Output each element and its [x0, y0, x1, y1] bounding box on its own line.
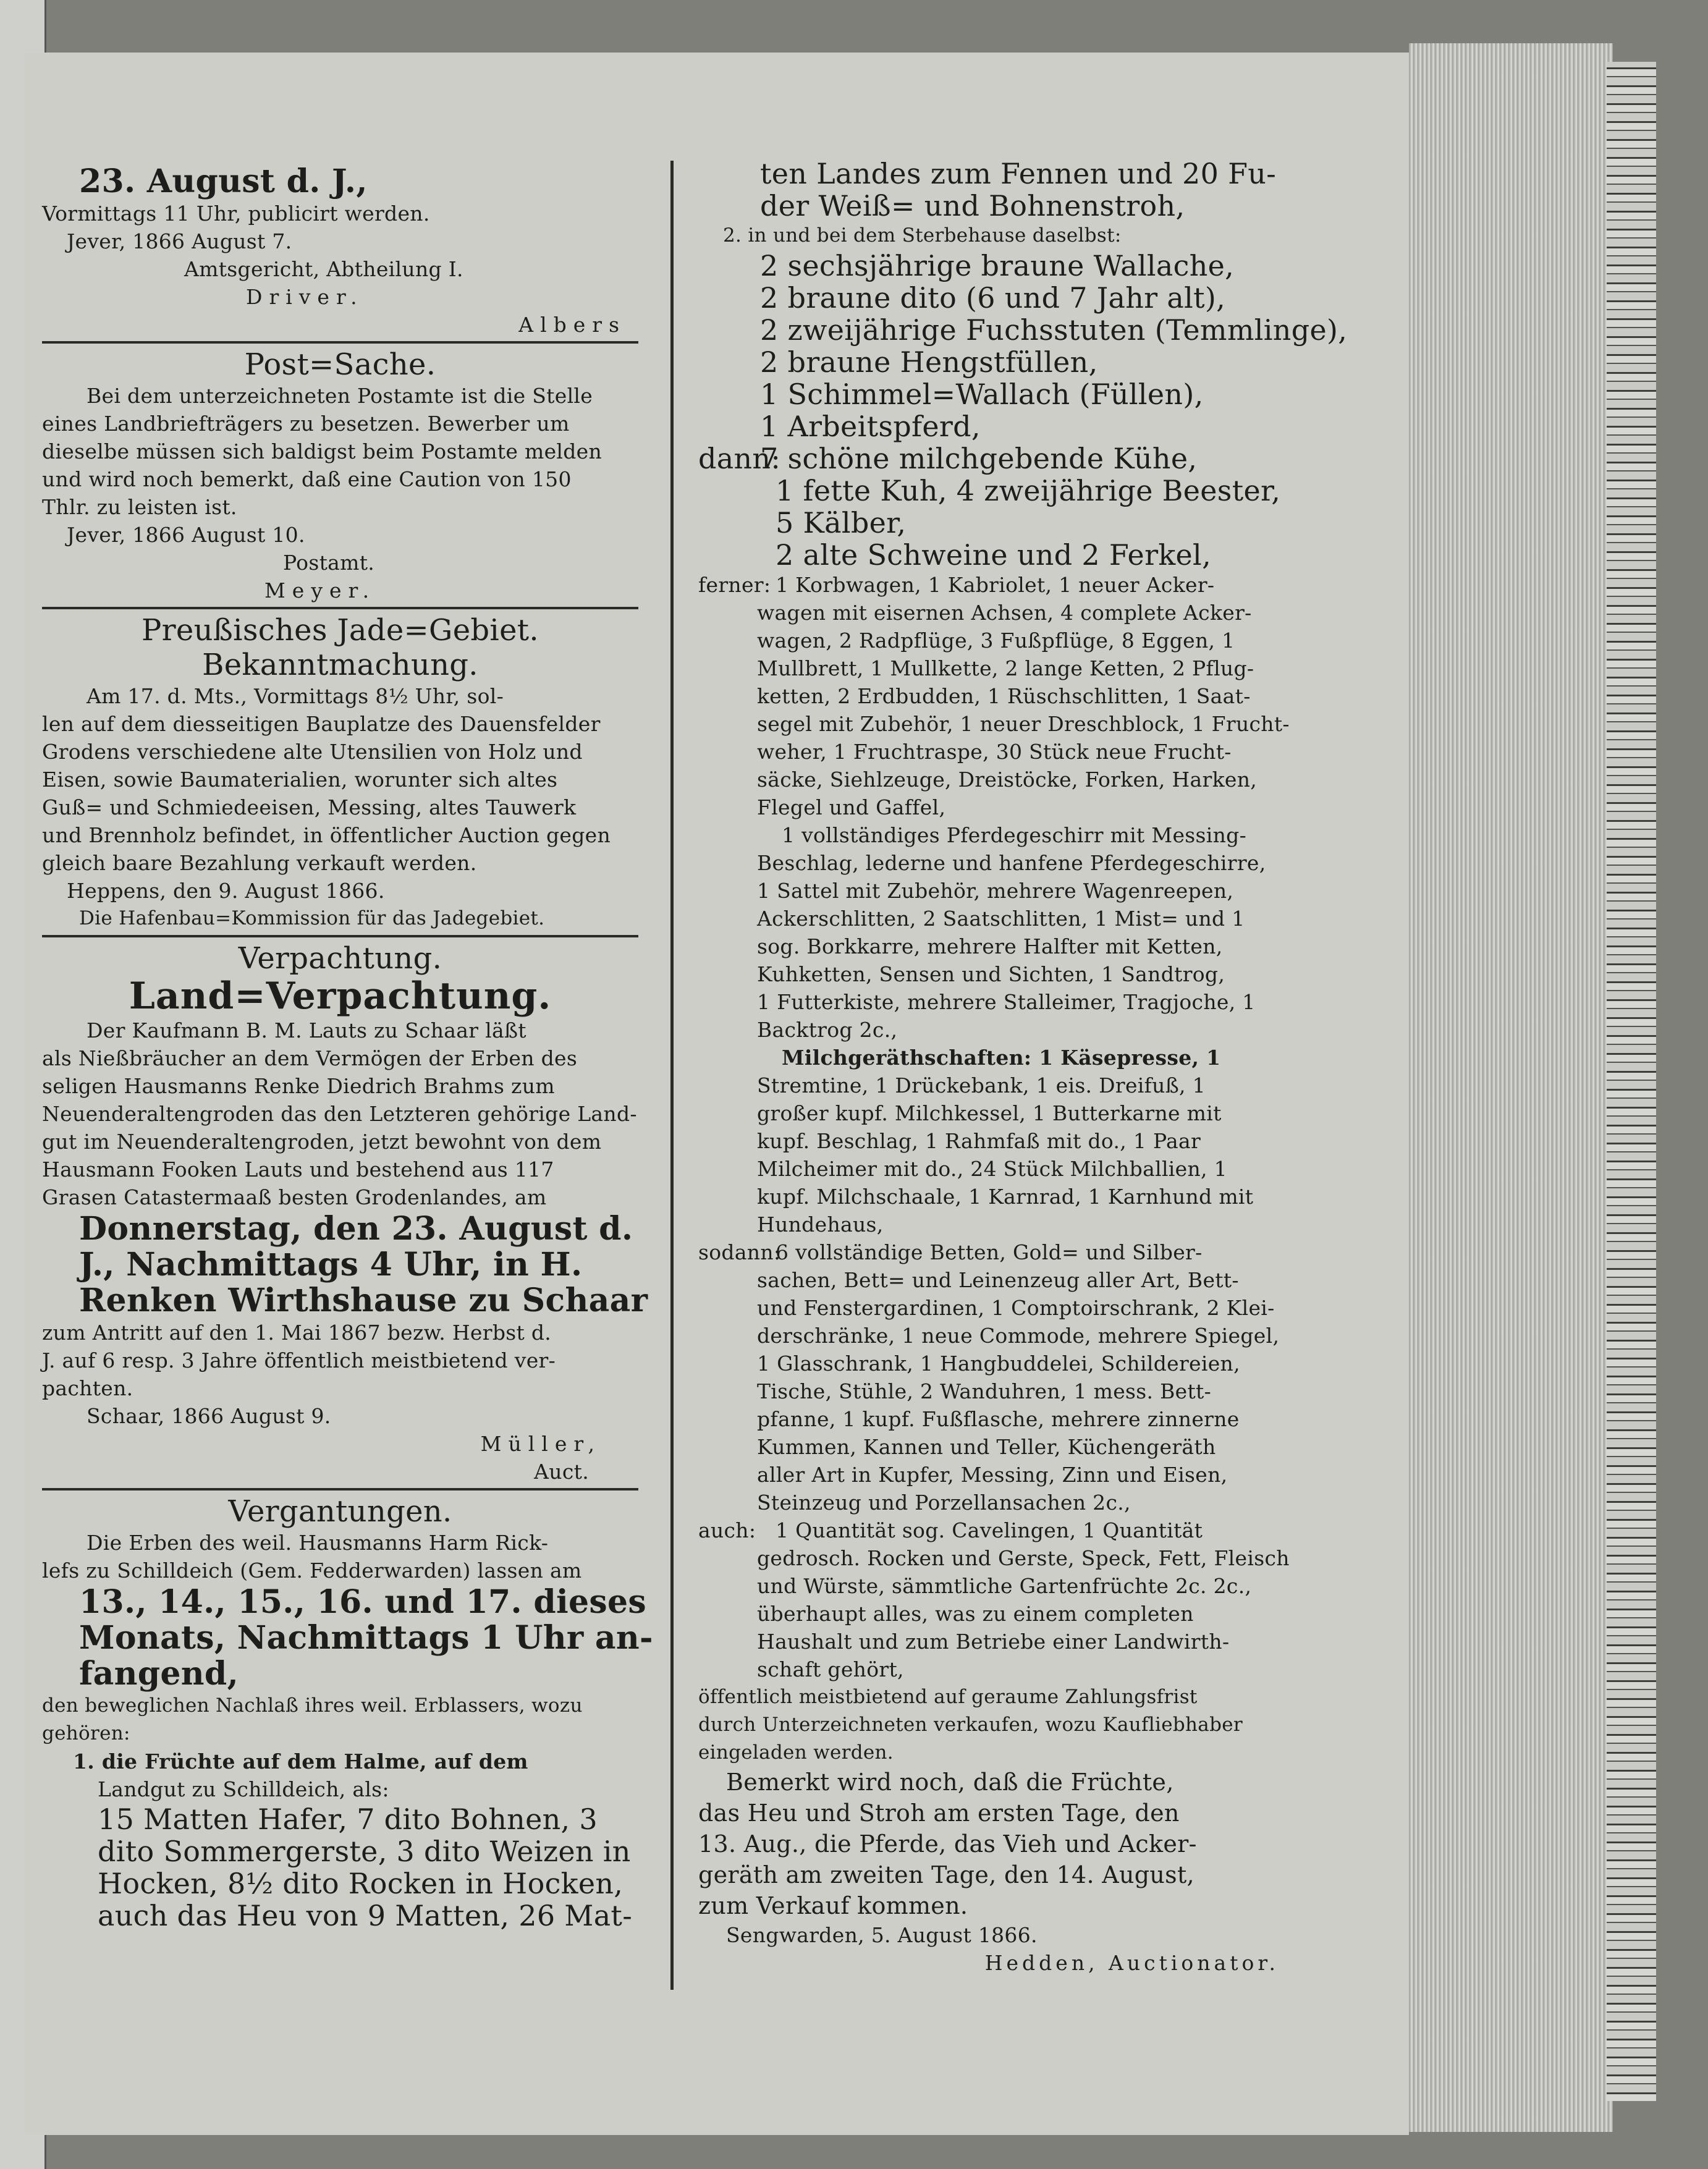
ferner-line: Flegel und Gaffel, — [757, 795, 946, 819]
verpachtung-subtitle: Land=Verpachtung. — [129, 975, 552, 1018]
animal-item: 1 Arbeitspferd, — [760, 410, 981, 443]
vergantungen-item-line: Hocken, 8½ dito Rocken in Hocken, — [98, 1867, 624, 1900]
sodann-line: aller Art in Kupfer, Messing, Zinn und Eisen, — [757, 1463, 1228, 1487]
ferner-line: Milcheimer mit do., 24 Stück Milchballien, 1 — [757, 1157, 1227, 1181]
vergantungen-date-line: Monats, Nachmittags 1 Uhr an- — [79, 1619, 653, 1657]
post-line: Bei dem unterzeichneten Postamte ist die Stelle — [87, 384, 593, 408]
ferner-line: Ackerschlitten, 2 Saatschlitten, 1 Mist= und 1 — [757, 907, 1245, 931]
sodann-line: sachen, Bett= und Leinenzeug aller Art, Bett- — [757, 1268, 1239, 1292]
ferner-line: segel mit Zubehör, 1 neuer Dreschblock, 1 Frucht- — [757, 712, 1290, 736]
section-rule — [42, 607, 638, 609]
vergantungen-line: lefs zu Schilldeich (Gem. Fedderwarden) lassen am — [42, 1558, 582, 1583]
ferner-line: wagen, 2 Radpflüge, 3 Fußpflüge, 8 Eggen, 1 — [757, 628, 1235, 653]
sodann-label: sodann: — [698, 1240, 781, 1264]
ferner-line: sog. Borkkarre, mehrere Halfter mit Ketten, — [757, 934, 1223, 958]
ferner-line: 1 Futterkiste, mehrere Stalleimer, Tragjoche, 1 — [757, 990, 1256, 1014]
sodann-text: 6 vollständige Betten, Gold= und Silber- — [776, 1240, 1203, 1264]
ferner-line: wagen mit eisernen Achsen, 4 complete Acker- — [757, 601, 1252, 625]
verpachtung-line: J. auf 6 resp. 3 Jahre öffentlich meistbietend ver- — [42, 1348, 556, 1372]
vergantungen-line: Die Erben des weil. Hausmanns Harm Rick- — [87, 1531, 549, 1555]
auctioneer-signature: Hedden, Auctionator. — [984, 1951, 1279, 1975]
note-line: geräth am zweiten Tage, den 14. August, — [698, 1861, 1194, 1888]
verpachtung-title: Verpachtung. — [238, 941, 442, 976]
dann-item: 5 Kälber, — [776, 506, 907, 539]
vergantungen-line: Landgut zu Schilldeich, als: — [98, 1777, 389, 1801]
note-line: zum Verkauf kommen. — [698, 1892, 968, 1919]
post-line: dieselbe müssen sich baldigst beim Postamte melden — [42, 439, 602, 463]
ferner-text: 1 Korbwagen, 1 Kabriolet, 1 neuer Acker- — [776, 573, 1215, 597]
closing-line: durch Unterzeichneten verkaufen, wozu Kaufliebhaber — [698, 1714, 1243, 1736]
jade-subtitle: Bekanntmachung. — [202, 648, 478, 682]
notice-vergantungen — [42, 1494, 653, 1932]
verpachtung-signature-title: Auct. — [534, 1460, 589, 1484]
left-column — [42, 163, 653, 1932]
sodann-line: pfanne, 1 kupf. Fußflasche, mehrere zinnerne — [757, 1407, 1240, 1431]
notice-line: Jever, 1866 August 7. — [67, 229, 292, 253]
post-line: Postamt. — [283, 551, 375, 575]
verpachtung-line: Hausmann Fooken Lauts und bestehend aus 117 — [42, 1157, 554, 1182]
jade-line: Grodens verschiedene alte Utensilien von Holz und — [42, 740, 583, 764]
jade-line: Eisen, sowie Baumaterialien, worunter sich altes — [42, 767, 558, 792]
notice-signature: Albers — [518, 313, 626, 337]
ferner-line: 1 vollständiges Pferdegeschirr mit Messing- — [782, 823, 1247, 847]
vergantungen-date-line: 13., 14., 15., 16. und 17. dieses — [79, 1583, 646, 1621]
section-rule — [42, 935, 638, 937]
auch-line: und Würste, sämmtliche Gartenfrüchte 2c. 2c., — [757, 1574, 1252, 1598]
post-signature: Meyer. — [264, 578, 376, 602]
jade-signature: Die Hafenbau=Kommission für das Jadegebiet. — [79, 907, 545, 929]
verpachtung-date-line: Renken Wirthshause zu Schaar — [79, 1282, 648, 1319]
post-line: Jever, 1866 August 10. — [67, 523, 305, 547]
ferner-line: Kuhketten, Sensen und Sichten, 1 Sandtrog, — [757, 962, 1225, 986]
vergantungen-title: Vergantungen. — [228, 1494, 452, 1529]
auch-line: Haushalt und zum Betriebe einer Landwirth- — [757, 1630, 1230, 1654]
closing-line: öffentlich meistbietend auf geraume Zahlungsfrist — [698, 1686, 1198, 1708]
auch-label: auch: — [698, 1518, 756, 1542]
notice-line: Vormittags 11 Uhr, publicirt werden. — [42, 201, 430, 226]
verpachtung-line: zum Antritt auf den 1. Mai 1867 bezw. Herbst d. — [42, 1321, 552, 1345]
section-rule — [42, 1488, 638, 1490]
jade-line: Am 17. d. Mts., Vormittags 8½ Uhr, sol- — [87, 684, 504, 708]
ferner-line: ketten, 2 Erdbudden, 1 Rüschschlitten, 1 Saat- — [757, 684, 1251, 708]
ferner-line: weher, 1 Fruchtraspe, 30 Stück neue Frucht- — [757, 740, 1232, 764]
verpachtung-line: Grasen Catastermaaß besten Grodenlandes, am — [42, 1185, 547, 1209]
ferner-line: kupf. Milchschaale, 1 Karnrad, 1 Karnhund mit — [757, 1185, 1254, 1209]
point-two-line: 2. in und bei dem Sterbehause daselbst: — [723, 224, 1122, 247]
verpachtung-line: seligen Hausmanns Renke Diedrich Brahms zum — [42, 1074, 555, 1098]
verpachtung-date-line: J., Nachmittags 4 Uhr, in H. — [79, 1246, 583, 1283]
jade-line: Guß= und Schmiedeeisen, Messing, altes Tauwerk — [42, 795, 577, 819]
ferner-line: Beschlag, lederne und hanfene Pferdegeschirre, — [757, 851, 1266, 875]
ferner-line: Hundehaus, — [757, 1212, 884, 1237]
sodann-line: und Fenstergardinen, 1 Comptoirschrank, 2 Klei- — [757, 1296, 1275, 1320]
auch-line: gedrosch. Rocken und Gerste, Speck, Fett, Fleisch — [757, 1546, 1290, 1570]
note-line: das Heu und Stroh am ersten Tage, den — [698, 1799, 1180, 1827]
notice-signature: Driver. — [246, 285, 364, 309]
section-rule — [42, 341, 638, 344]
vergantungen-line: den beweglichen Nachlaß ihres weil. Erblassers, wozu — [42, 1694, 583, 1717]
dann-item — [698, 442, 1316, 475]
sodann-line: Tische, Stühle, 2 Wanduhren, 1 mess. Bett- — [757, 1379, 1212, 1403]
ferner-line: Stremtine, 1 Drückebank, 1 eis. Dreifuß, 1 — [757, 1073, 1206, 1097]
auch-text: 1 Quantität sog. Cavelingen, 1 Quantität — [776, 1518, 1203, 1542]
jade-line: und Brennholz befindet, in öffentlicher Auction gegen — [42, 823, 611, 847]
animal-item: 2 zweijährige Fuchsstuten (Temmlinge), — [760, 313, 1348, 347]
crop-item-line: ten Landes zum Fennen und 20 Fu- — [760, 157, 1277, 190]
verpachtung-line: gut im Neuenderaltengroden, jetzt bewohnt von dem — [42, 1130, 602, 1154]
book-page-edges — [1409, 43, 1613, 2132]
ferner-line: kupf. Beschlag, 1 Rahmfaß mit do., 1 Paar — [757, 1129, 1201, 1153]
ferner-line: großer kupf. Milchkessel, 1 Butterkarne mit — [757, 1101, 1222, 1125]
note-line: 13. Aug., die Pferde, das Vieh und Acker- — [698, 1830, 1197, 1858]
ferner-label: ferner: — [698, 573, 771, 597]
notice-line: Amtsgericht, Abtheilung I. — [184, 257, 463, 281]
jade-line: gleich baare Bezahlung verkauft werden. — [42, 851, 477, 875]
ferner-line: 1 Sattel mit Zubehör, mehrere Wagenreepen, — [757, 879, 1234, 903]
auch-line: schaft gehört, — [757, 1657, 904, 1681]
ferner-line: Mullbrett, 1 Mullkette, 2 lange Ketten, 2 Pflug- — [757, 656, 1254, 680]
animal-item: 1 Schimmel=Wallach (Füllen), — [760, 378, 1204, 411]
milk-equipment-line: Milchgeräthschaften: 1 Käsepresse, 1 — [782, 1046, 1221, 1070]
sodann-line: Steinzeug und Porzellansachen 2c., — [757, 1490, 1131, 1515]
notice-jade — [42, 613, 638, 932]
verpachtung-line: Neuenderaltengroden das den Letzteren gehörige Land- — [42, 1102, 637, 1126]
jade-line: len auf dem diesseitigen Bauplatze des Dauensfelder — [42, 712, 601, 736]
animal-item: 2 braune Hengstfüllen, — [760, 345, 1098, 379]
jade-title: Preußisches Jade=Gebiet. — [142, 613, 539, 648]
jade-line: Heppens, den 9. August 1866. — [67, 879, 385, 903]
vergantungen-item-line: dito Sommergerste, 3 dito Weizen in — [98, 1835, 631, 1868]
notice-post — [42, 347, 638, 604]
verpachtung-line: als Nießbräucher an dem Vermögen der Erben des — [42, 1046, 578, 1070]
sodann-line: Kummen, Kannen und Teller, Küchengeräth — [757, 1435, 1216, 1459]
verpachtung-line: Der Kaufmann B. M. Lauts zu Schaar läßt — [87, 1018, 526, 1042]
animal-item: 2 braune dito (6 und 7 Jahr alt), — [760, 281, 1226, 315]
post-line: eines Landbriefträgers zu besetzen. Bewerber um — [42, 412, 570, 436]
right-column — [698, 157, 1348, 1977]
notice-amtsgericht — [42, 164, 638, 339]
crop-item-line: der Weiß= und Bohnenstroh, — [760, 189, 1185, 222]
place-date: Sengwarden, 5. August 1866. — [726, 1923, 1038, 1947]
auch-line: überhaupt alles, was zu einem completen — [757, 1602, 1194, 1626]
ferner-line: säcke, Siehlzeuge, Dreistöcke, Forken, Harken, — [757, 767, 1258, 792]
verpachtung-date-line: Donnerstag, den 23. August d. — [79, 1210, 633, 1248]
verpachtung-signature: Müller, — [480, 1432, 601, 1456]
vergantungen-line: gehören: — [42, 1722, 130, 1744]
sodann-line — [698, 1238, 1316, 1266]
ferner-line: Backtrog 2c., — [757, 1018, 898, 1042]
dann-item: 2 alte Schweine und 2 Ferkel, — [776, 538, 1211, 572]
verpachtung-line: Schaar, 1866 August 9. — [87, 1404, 331, 1428]
post-line: Thlr. zu leisten ist. — [42, 495, 237, 519]
dann-item: 1 fette Kuh, 4 zweijährige Beester, — [776, 474, 1281, 507]
sodann-line: derschränke, 1 neue Commode, mehrere Spiegel, — [757, 1324, 1280, 1348]
vergantungen-item-line: auch das Heu von 9 Matten, 26 Mat- — [98, 1899, 633, 1932]
notice-date-heading: 23. August d. J., — [79, 163, 368, 200]
verpachtung-line: pachten. — [42, 1376, 133, 1400]
vergantungen-line: 1. die Früchte auf dem Halme, auf dem — [73, 1749, 528, 1774]
column-divider — [670, 161, 674, 1990]
post-title: Post=Sache. — [244, 347, 436, 382]
book-edge-speckles — [1607, 62, 1656, 2101]
post-line: und wird noch bemerkt, daß eine Caution von 150 — [42, 467, 572, 491]
vergantungen-date-line: fangend, — [79, 1655, 239, 1693]
dann-label: dann: — [698, 442, 781, 475]
note-line: Bemerkt wird noch, daß die Früchte, — [726, 1769, 1174, 1796]
auch-line — [698, 1516, 1316, 1544]
dann-text: 7 schöne milchgebende Kühe, — [760, 442, 1198, 475]
ferner-line — [698, 571, 1316, 599]
notice-verpachtung — [42, 941, 648, 1486]
closing-line: eingeladen werden. — [698, 1741, 894, 1764]
animal-item: 2 sechsjährige braune Wallache, — [760, 249, 1235, 282]
sodann-line: 1 Glasschrank, 1 Hangbuddelei, Schildereien, — [757, 1351, 1240, 1376]
vergantungen-item-line: 15 Matten Hafer, 7 dito Bohnen, 3 — [98, 1803, 598, 1836]
